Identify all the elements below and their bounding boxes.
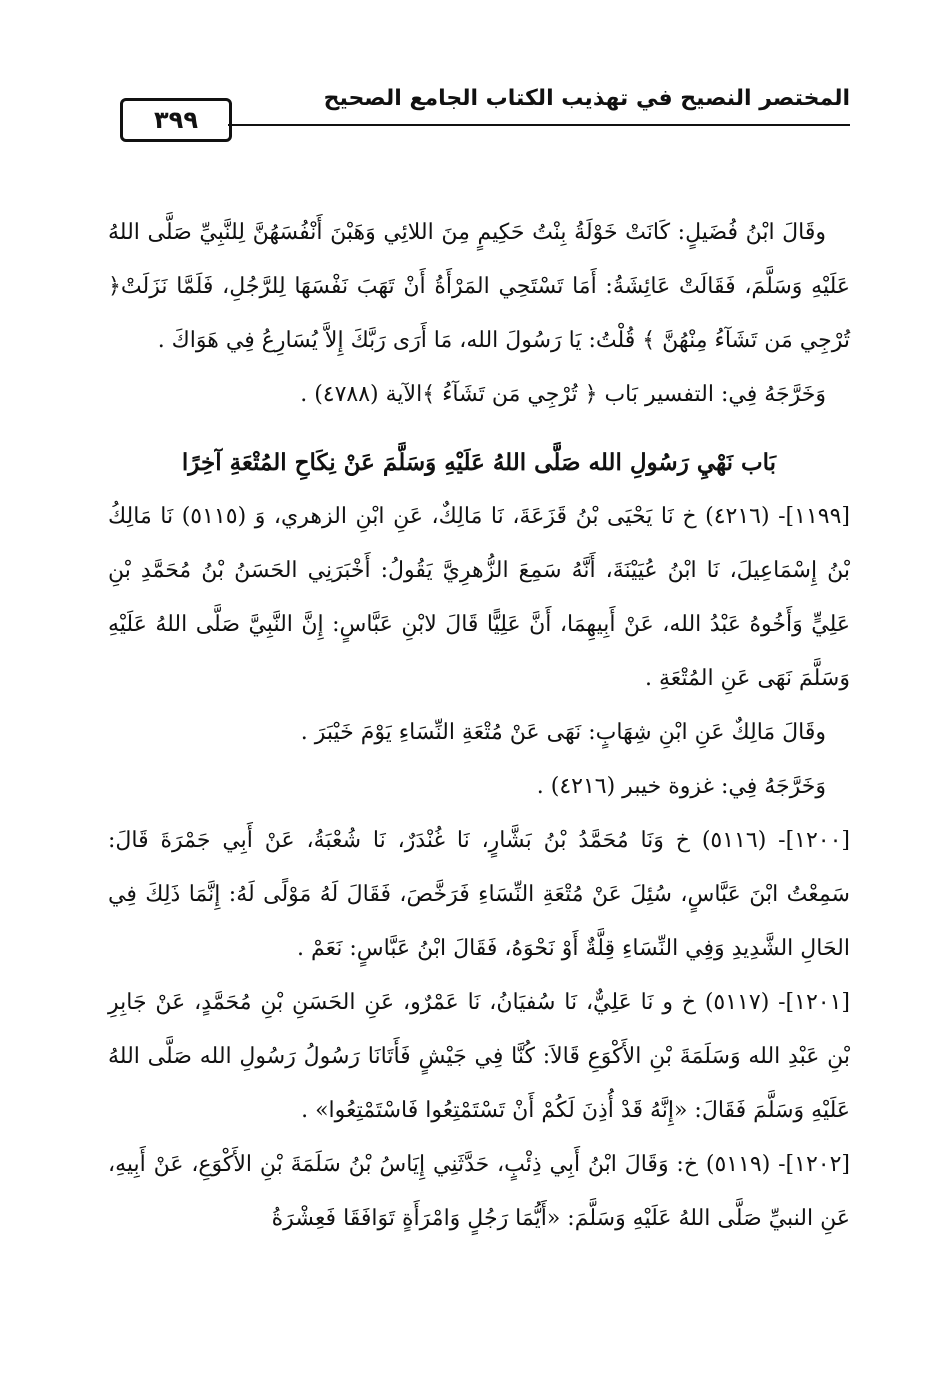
paragraph-ibn-fudayl: وقَالَ ابْنُ فُضَيلٍ: كَانَتْ خَوْلَةُ بِنْتُ حَكِيمٍ مِنَ اللائِي وَهَبْنَ أَنْفُسَهُنَّ لِلنَّبِيِّ صَلَّى اللهُ عَلَيْهِ وَسَلَّمَ، فَقَالَتْ عَائِشَةُ: أَمَا تَسْتَحِي المَرْأَةُ أَنْ تَهَبَ نَفْسَهَا لِلرَّجُلِ، فَلَمَّا نَزَلَتْ﴿ تُرْجِي مَن تَشَآءُ مِنْهُنَّ ﴾ قُلْتُ: يَا رَسُولَ الله، مَا أَرَى رَبَّكَ إِلاَّ يُسَارِعُ فِي هَوَاكَ . (108, 220, 850, 353)
hadith-1201: [١٢٠١]- (٥١١٧) خ و نَا عَلِيٌّ، نَا سُفيَانُ، نَا عَمْرٌو، عَنِ الحَسَنِ بْنِ مُحَمَّدٍ، عَنْ جَابِرِ بْنِ عَبْدِ الله وَسَلَمَةَ بْنِ الأَكْوَعِ قَالاَ: كُنَّا فِي جَيْشٍ فَأَتَانَا رَسُولُ رَسُولِ الله صَلَّى اللهُ عَلَيْهِ وَسَلَّمَ فَقَالَ: «إِنَّهُ قَدْ أُذِنَ لَكُمْ أَنْ تَسْتَمْتِعُوا فَاسْتَمْتِعُوا» . (108, 990, 850, 1123)
chapter-heading: بَاب نَهْيِ رَسُولِ الله صَلَّى اللهُ عَلَيْهِ وَسَلَّمَ عَنْ نِكَاحِ المُتْعَةِ آخِرًا (181, 449, 777, 476)
paragraph-takhrij-tafsir: وَخَرَّجَهُ فِي: التفسير بَاب ﴿ تُرْجِي مَن تَشَآءُ ﴾الآية (٤٧٨٨) . (300, 382, 826, 407)
hadith-1200: [١٢٠٠]- (٥١١٦) خ وَنَا مُحَمَّدُ بْنُ بَشَّارٍ، نَا غُنْدَرٌ، نَا شُعْبَةُ، عَنْ أَبِي جَمْرَةَ قَالَ: سَمِعْتُ ابْنَ عَبَّاسٍ، سُئِلَ عَنْ مُتْعَةِ النِّسَاءِ فَرَخَّصَ، فَقَالَ لَهُ مَوْلًى لَهُ: إِنَّمَا ذَلِكَ فِي الحَالِ الشَّدِيدِ وَفِي النِّسَاءِ قِلَّةٌ أَوْ نَحْوَهُ، فَقَالَ ابْنُ عَبَّاسٍ: نَعَمْ . (108, 828, 851, 961)
book-title: المختصر النصيح في تهذيب الكتاب الجامع الصحيح (323, 86, 850, 111)
header-rule (228, 124, 850, 126)
page-number-frame (120, 98, 232, 142)
paragraph-malik-ibn-shihab: وقَالَ مَالِكٌ عَنِ ابْنِ شِهَابٍ: نَهَى عَنْ مُتْعَةِ النِّسَاءِ يَوْمَ خَيْبَرَ . (300, 720, 826, 745)
running-header (120, 84, 850, 154)
paragraph-takhrij-khaybar: وَخَرَّجَهُ فِي: غزوة خيبر (٤٢١٦) . (536, 774, 826, 799)
hadith-1199: [١١٩٩]- (٤٢١٦) خ نَا يَحْيَى بْنُ قَزَعَةَ، نَا مَالِكٌ، عَنِ ابْنِ الزهري، وَ (٥١١٥) نَا مَالِكُ بْنُ إِسْمَاعِيلَ، نَا ابْنُ عُيَيْنَةَ، أَنَّهُ سَمِعَ الزُّهرِيَّ يَقُولُ: أَخْبَرَنِي الحَسَنُ بْنُ مُحَمَّدِ بْنِ عَلِيٍّ وَأَخُوهُ عَبْدُ الله، عَنْ أَبِيهِمَا، أَنَّ عَلِيًّا قَالَ لابْنِ عَبَّاسٍ: إِنَّ النَّبِيَّ صَلَّى اللهُ عَلَيْهِ وَسَلَّمَ نَهَى عَنِ المُتْعَةِ . (108, 504, 850, 691)
page-number: ٣٩٩ (154, 106, 198, 134)
hadith-1202: [١٢٠٢]- (٥١١٩) خ: وَقَالَ ابْنُ أَبِي ذِئْبٍ، حَدَّثَنِي إِيَاسُ بْنُ سَلَمَةَ بْنِ الأَكْوَعِ، عَنْ أَبِيهِ، عَنِ النبيِّ صَلَّى اللهُ عَلَيْهِ وَسَلَّمَ: «أَيُّمَا رَجُلٍ وَامْرَأَةٍ تَوَافَقَا فَعِشْرَةُ (108, 1152, 850, 1231)
body-text (108, 206, 850, 1246)
